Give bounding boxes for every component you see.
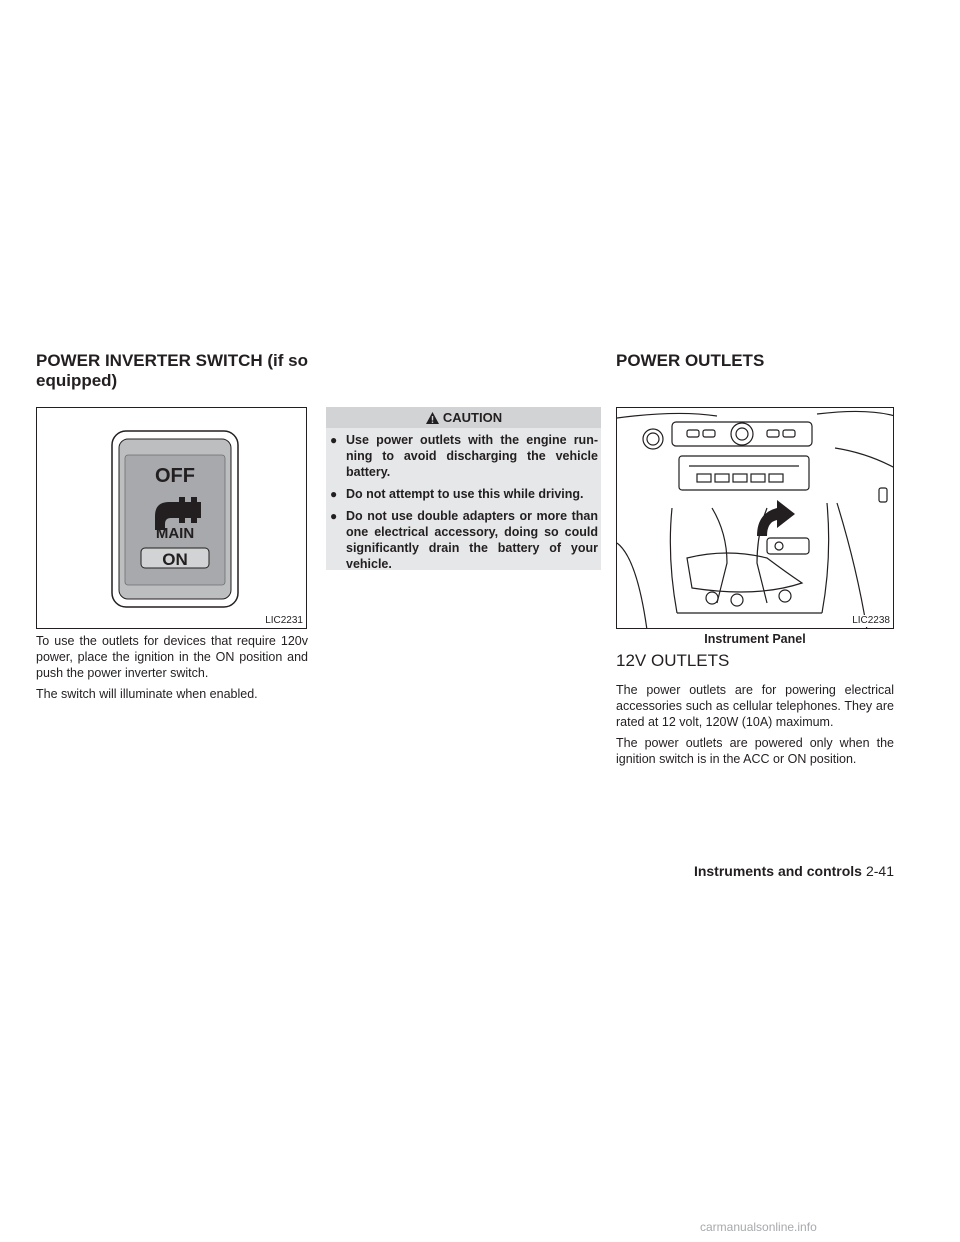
paragraph-outlets-powered: The power outlets are powered only when the ignition switch is in the ACC or ON position. (616, 736, 894, 766)
instrument-panel-illustration (617, 408, 894, 629)
section-heading-power-inverter: POWER INVERTER SWITCH (if so equipped) (36, 351, 308, 390)
caution-item-text: Use power outlets with the engine run-ning to avoid discharging the vehicle battery. (346, 433, 598, 479)
watermark: carmanualsonline.info (700, 1220, 817, 1234)
page-footer (694, 862, 894, 880)
warning-triangle-icon (425, 411, 440, 425)
footer-page-number: 2-41 (865, 863, 894, 879)
figure-code-left: LIC2231 (265, 615, 303, 626)
curved-arrow-icon (757, 500, 795, 536)
paragraph-inverter-usage: To use the outlets for devices that require 120v power, place the ignition in the ON position and push the power inverter switch. (36, 634, 308, 680)
switch-off-label: OFF (155, 465, 195, 487)
switch-illustration (37, 408, 307, 629)
bullet-icon: ● (330, 433, 338, 447)
caution-item (330, 432, 598, 480)
paragraph-outlets-rating: The power outlets are for powering electrical accessories such as cellular telephones. They are rated at 12 volt, 120W (10A) maximum. (616, 683, 894, 729)
caution-title: CAUTION (442, 410, 503, 425)
caution-header (326, 407, 601, 428)
switch-on-label: ON (162, 550, 188, 569)
bullet-icon: ● (330, 487, 338, 501)
caution-box (326, 407, 601, 570)
caution-list (330, 432, 598, 578)
figure-code-right: LIC2238 (852, 615, 890, 626)
bullet-icon: ● (330, 509, 338, 523)
section-heading-power-outlets: POWER OUTLETS (616, 351, 765, 370)
caution-item-text: Do not use double adapters or more than one electrical accessory, doing so could significantly drain the battery of your vehicle. (346, 509, 598, 571)
caution-item (330, 486, 598, 502)
figure-instrument-panel (616, 407, 894, 629)
subheading-12v-outlets: 12V OUTLETS (616, 651, 730, 670)
switch-main-label: MAIN (155, 525, 195, 542)
paragraph-inverter-illuminate: The switch will illuminate when enabled. (36, 687, 258, 701)
caution-item (330, 508, 598, 572)
figure-caption-instrument-panel: Instrument Panel (704, 632, 806, 646)
footer-section-label: Instruments and controls (693, 863, 862, 879)
caution-item-text: Do not attempt to use this while driving. (346, 487, 584, 501)
figure-power-inverter-switch (36, 407, 307, 629)
